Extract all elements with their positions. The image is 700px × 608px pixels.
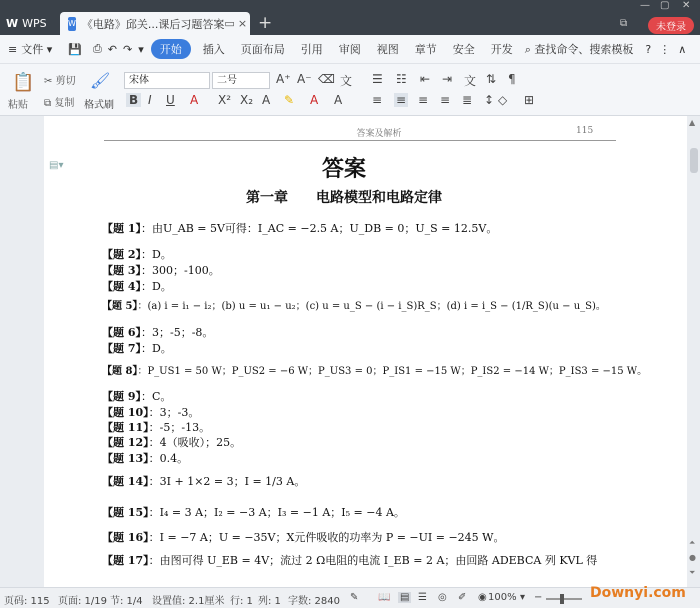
undo-icon[interactable]: ↶ xyxy=(107,42,117,56)
question-answer: ：I = −7 A；U = −35V；X元件吸收的功率为 P = −UI = −245 W。 xyxy=(148,531,505,544)
format-painter-icon[interactable]: 🖌 xyxy=(90,71,111,90)
status-word-count[interactable]: 字数: 2840 xyxy=(288,596,340,607)
question-9 xyxy=(102,388,171,404)
page-header xyxy=(164,126,594,139)
highlight-icon[interactable]: ✎ xyxy=(284,93,295,107)
settings-icon[interactable]: ⋮ xyxy=(659,42,671,56)
cut-button[interactable] xyxy=(44,72,76,87)
question-6 xyxy=(102,324,213,340)
page-header-text: 答案及解析 xyxy=(356,129,402,139)
prev-page-icon[interactable]: ⏶ xyxy=(689,538,696,547)
question-label: 【题 14】 xyxy=(102,475,149,488)
redo-icon[interactable]: ↷ xyxy=(122,42,133,56)
zoom-dropdown-icon[interactable]: ▾ xyxy=(520,592,526,603)
search-command[interactable] xyxy=(521,41,642,57)
question-label: 【题 16】 xyxy=(102,531,149,544)
question-answer: ：I₄ = 3 A；I₂ = −3 A；I₃ = −1 A；I₅ = −4 A。 xyxy=(148,506,405,519)
question-label: 【题 2】 xyxy=(102,248,141,261)
font-color-icon[interactable]: A xyxy=(310,93,319,107)
align-left-icon[interactable]: ≡ xyxy=(372,93,383,107)
chinese-layout-icon[interactable]: 文 xyxy=(464,74,477,88)
increase-indent-icon[interactable]: ⇥ xyxy=(442,72,453,86)
question-answer: ：3I + 1×2 = 3；I = 1/3 A。 xyxy=(148,475,306,488)
login-button[interactable]: 未登录 xyxy=(648,17,694,34)
question-answer: ：D。 xyxy=(140,342,172,355)
wps-tab-label: WPS xyxy=(22,17,47,30)
search-icon: ⌕ xyxy=(524,43,531,56)
question-label: 【题 4】 xyxy=(102,280,141,293)
menu-tab-chapter[interactable]: 章节 xyxy=(414,43,437,56)
question-4 xyxy=(102,278,172,294)
question-answer: ：0.4。 xyxy=(148,452,189,465)
menu-tab-view[interactable]: 视图 xyxy=(376,43,399,56)
question-1 xyxy=(102,220,497,236)
status-row: 行: 1 xyxy=(230,596,253,607)
question-answer: ：3；-5；-8。 xyxy=(140,326,214,339)
status-setting: 设置值: 2.1厘米 xyxy=(152,596,225,607)
document-tab[interactable] xyxy=(60,12,250,35)
copy-icon: ⧉ xyxy=(44,98,52,109)
question-label: 【题 7】 xyxy=(102,342,141,355)
question-14 xyxy=(102,473,305,489)
align-center-icon[interactable]: ≡ xyxy=(396,93,407,107)
align-right-icon[interactable]: ≡ xyxy=(418,93,429,107)
menu-tab-insert[interactable]: 插入 xyxy=(202,43,225,56)
question-2 xyxy=(102,246,172,262)
menu-tab-developer[interactable]: 开发 xyxy=(490,43,513,56)
question-label: 【题 3】 xyxy=(102,264,141,277)
question-11 xyxy=(102,419,210,435)
spellcheck-icon[interactable]: ✎ xyxy=(350,592,359,603)
menu-bar xyxy=(0,35,700,64)
page-title: 答案 xyxy=(321,156,366,182)
question-answer: ：D。 xyxy=(140,248,172,261)
file-menu[interactable]: 文件 ▾ xyxy=(21,43,53,56)
wps-home-tab[interactable] xyxy=(6,12,60,35)
close-window-icon[interactable]: ✕ xyxy=(682,0,691,11)
outline-view-icon[interactable]: ☰ xyxy=(418,592,427,603)
zoom-out-icon[interactable]: − xyxy=(534,592,543,603)
shading-icon[interactable]: ◇ xyxy=(498,93,508,107)
next-page-icon[interactable]: ⏷ xyxy=(689,568,696,577)
question-answer: ：3；-3。 xyxy=(148,406,200,419)
zoom-slider[interactable] xyxy=(546,598,582,600)
bold-icon[interactable]: B xyxy=(126,93,141,107)
question-label: 【题 1】 xyxy=(102,222,141,235)
eye-protect-icon[interactable]: ◉ xyxy=(478,592,487,603)
border-icon[interactable]: ⊞ xyxy=(524,93,535,107)
strikethrough-icon[interactable]: A xyxy=(190,93,199,107)
superscript-icon[interactable]: X² xyxy=(218,93,232,107)
wps-logo-icon: W xyxy=(6,17,19,30)
question-label: 【题 13】 xyxy=(102,452,149,465)
tab-close-icon[interactable]: × xyxy=(237,17,248,30)
maximize-icon[interactable]: ▢ xyxy=(660,0,670,11)
menu-tab-layout[interactable]: 页面布局 xyxy=(240,43,285,56)
question-answer: ：(a) i = i₁ − i₂；(b) u = u₁ − u₂；(c) u = u_S − (i − i_S)R_S；(d) i = i_S − (1/R_S)(u − u_S)。 xyxy=(137,301,606,312)
question-label: 【题 15】 xyxy=(102,506,149,519)
tab-window-icon[interactable]: ▭ xyxy=(224,17,235,30)
scroll-up-icon[interactable]: ▲ xyxy=(689,118,696,127)
numbered-list-icon[interactable]: ☷ xyxy=(396,72,407,86)
question-7 xyxy=(102,340,172,356)
question-5 xyxy=(102,297,606,312)
question-17 xyxy=(102,552,597,568)
menu-tab-references[interactable]: 引用 xyxy=(300,43,323,56)
watermark: Downyi.com xyxy=(590,585,686,601)
status-section: 节: 1/4 xyxy=(110,596,143,607)
left-gutter xyxy=(0,116,44,587)
chapter-heading: 第一章 电路模型和电路定律 xyxy=(246,190,442,206)
question-10 xyxy=(102,404,199,420)
shrink-font-icon[interactable]: A⁻ xyxy=(297,72,312,86)
zoom-slider-thumb[interactable] xyxy=(560,594,564,604)
help-icon[interactable]: ? xyxy=(645,42,652,56)
status-page-number: 页码: 115 xyxy=(4,596,50,607)
write-view-icon[interactable]: ✐ xyxy=(458,592,467,603)
read-mode-icon[interactable]: 📖 xyxy=(378,592,391,603)
window-mode-icon[interactable]: ⧉ xyxy=(620,18,628,29)
sort-icon[interactable]: ⇅ xyxy=(486,72,497,86)
question-15 xyxy=(102,504,405,520)
minimize-icon[interactable]: — xyxy=(640,0,650,11)
justify-icon[interactable]: ≡ xyxy=(440,93,451,107)
cut-icon: ✂ xyxy=(44,76,53,87)
font-size-select[interactable]: 二号 xyxy=(212,72,270,89)
menu-tab-security[interactable]: 安全 xyxy=(452,43,475,56)
page-number: 115 xyxy=(576,126,594,136)
select-browse-icon[interactable]: ● xyxy=(689,553,696,562)
grow-font-icon[interactable]: A⁺ xyxy=(276,72,291,86)
copy-button[interactable] xyxy=(44,94,74,109)
bullet-list-icon[interactable]: ☰ xyxy=(372,72,383,86)
menu-tab-home[interactable]: 开始 xyxy=(151,39,191,59)
font-name-select[interactable]: 宋体 xyxy=(124,72,210,89)
phonetic-icon[interactable]: 文 xyxy=(340,74,353,88)
question-13 xyxy=(102,450,188,466)
question-answer: ：由图可得 U_EB = 4V；流过 2 Ω电阻的电流 I_EB = 2 A；由回路 ADEBCA 列 KVL 得 xyxy=(148,554,598,567)
ribbon-toolbar xyxy=(0,64,700,116)
question-answer: ：4（吸收）；25。 xyxy=(148,436,242,449)
question-answer: ：300；-100。 xyxy=(140,264,220,277)
cut-label: 剪切 xyxy=(55,76,76,87)
line-spacing-icon[interactable]: ↕ xyxy=(484,93,495,107)
question-label: 【题 10】 xyxy=(102,406,149,419)
search-command-label: 查找命令、搜索模板 xyxy=(534,43,634,56)
decrease-indent-icon[interactable]: ⇤ xyxy=(420,72,431,86)
menu-tab-review[interactable]: 审阅 xyxy=(338,43,361,56)
question-16 xyxy=(102,529,505,545)
subscript-icon[interactable]: X₂ xyxy=(240,93,254,107)
italic-icon[interactable]: I xyxy=(148,93,152,107)
question-label: 【题 12】 xyxy=(102,436,149,449)
question-answer: ：C。 xyxy=(140,390,172,403)
save-icon[interactable]: 💾 xyxy=(68,42,82,56)
question-answer: ：由U_AB = 5V可得：I_AC = −2.5 A；U_DB = 0；U_S = 12.5V。 xyxy=(140,222,498,235)
document-icon: W xyxy=(68,17,76,31)
question-label: 【题 5】 xyxy=(102,301,138,312)
underline-icon[interactable]: U xyxy=(166,93,175,107)
show-marks-icon[interactable]: ¶ xyxy=(508,72,516,86)
question-answer: ：D。 xyxy=(140,280,172,293)
document-mark-icon[interactable]: ▤▾ xyxy=(49,160,64,171)
new-tab-icon[interactable]: + xyxy=(258,13,273,33)
hamburger-menu-icon[interactable]: ≡ xyxy=(8,42,18,56)
char-shading-icon[interactable]: A xyxy=(334,93,343,107)
status-col: 列: 1 xyxy=(258,596,281,607)
print-icon[interactable]: ⎙ xyxy=(92,42,102,55)
vertical-scrollbar[interactable] xyxy=(687,116,700,587)
question-12 xyxy=(102,434,241,450)
clear-format-icon[interactable]: ⌫ xyxy=(318,72,335,86)
text-effect-icon[interactable]: A xyxy=(262,93,271,107)
distributed-icon[interactable]: ≣ xyxy=(462,93,473,107)
page-view-icon[interactable]: ▤ xyxy=(400,592,410,603)
document-tab-title: 《电路》邱关...课后习题答案 xyxy=(81,17,225,31)
question-label: 【题 8】 xyxy=(102,366,138,377)
title-bar xyxy=(0,0,700,35)
question-label: 【题 6】 xyxy=(102,326,141,339)
question-answer: ：P_US1 = 50 W；P_US2 = −6 W；P_US3 = 0；P_IS1 = −15 W；P_IS2 = −14 W；P_IS3 = −15 W。 xyxy=(137,366,648,377)
web-view-icon[interactable]: ◎ xyxy=(438,592,447,603)
copy-label: 复制 xyxy=(54,98,75,109)
scrollbar-thumb[interactable] xyxy=(690,148,698,173)
format-painter-label[interactable]: 格式刷 xyxy=(84,100,114,111)
zoom-value[interactable]: 100% xyxy=(488,592,517,603)
question-label: 【题 11】 xyxy=(102,421,149,434)
file-menu-label: 文件 xyxy=(21,43,44,56)
paste-label[interactable]: 粘贴 xyxy=(8,100,28,111)
paste-icon[interactable]: 📋 xyxy=(12,72,35,93)
question-answer: ：-5；-13。 xyxy=(148,421,211,434)
question-label: 【题 17】 xyxy=(102,554,149,567)
status-page-of: 页面: 1/19 xyxy=(58,596,108,607)
question-label: 【题 9】 xyxy=(102,390,141,403)
header-rule xyxy=(104,140,616,141)
question-3 xyxy=(102,262,220,278)
more-icon[interactable]: ▾ xyxy=(138,42,144,56)
collapse-ribbon-icon[interactable]: ∧ xyxy=(678,42,687,56)
document-page[interactable] xyxy=(44,116,687,587)
question-8 xyxy=(102,362,647,377)
